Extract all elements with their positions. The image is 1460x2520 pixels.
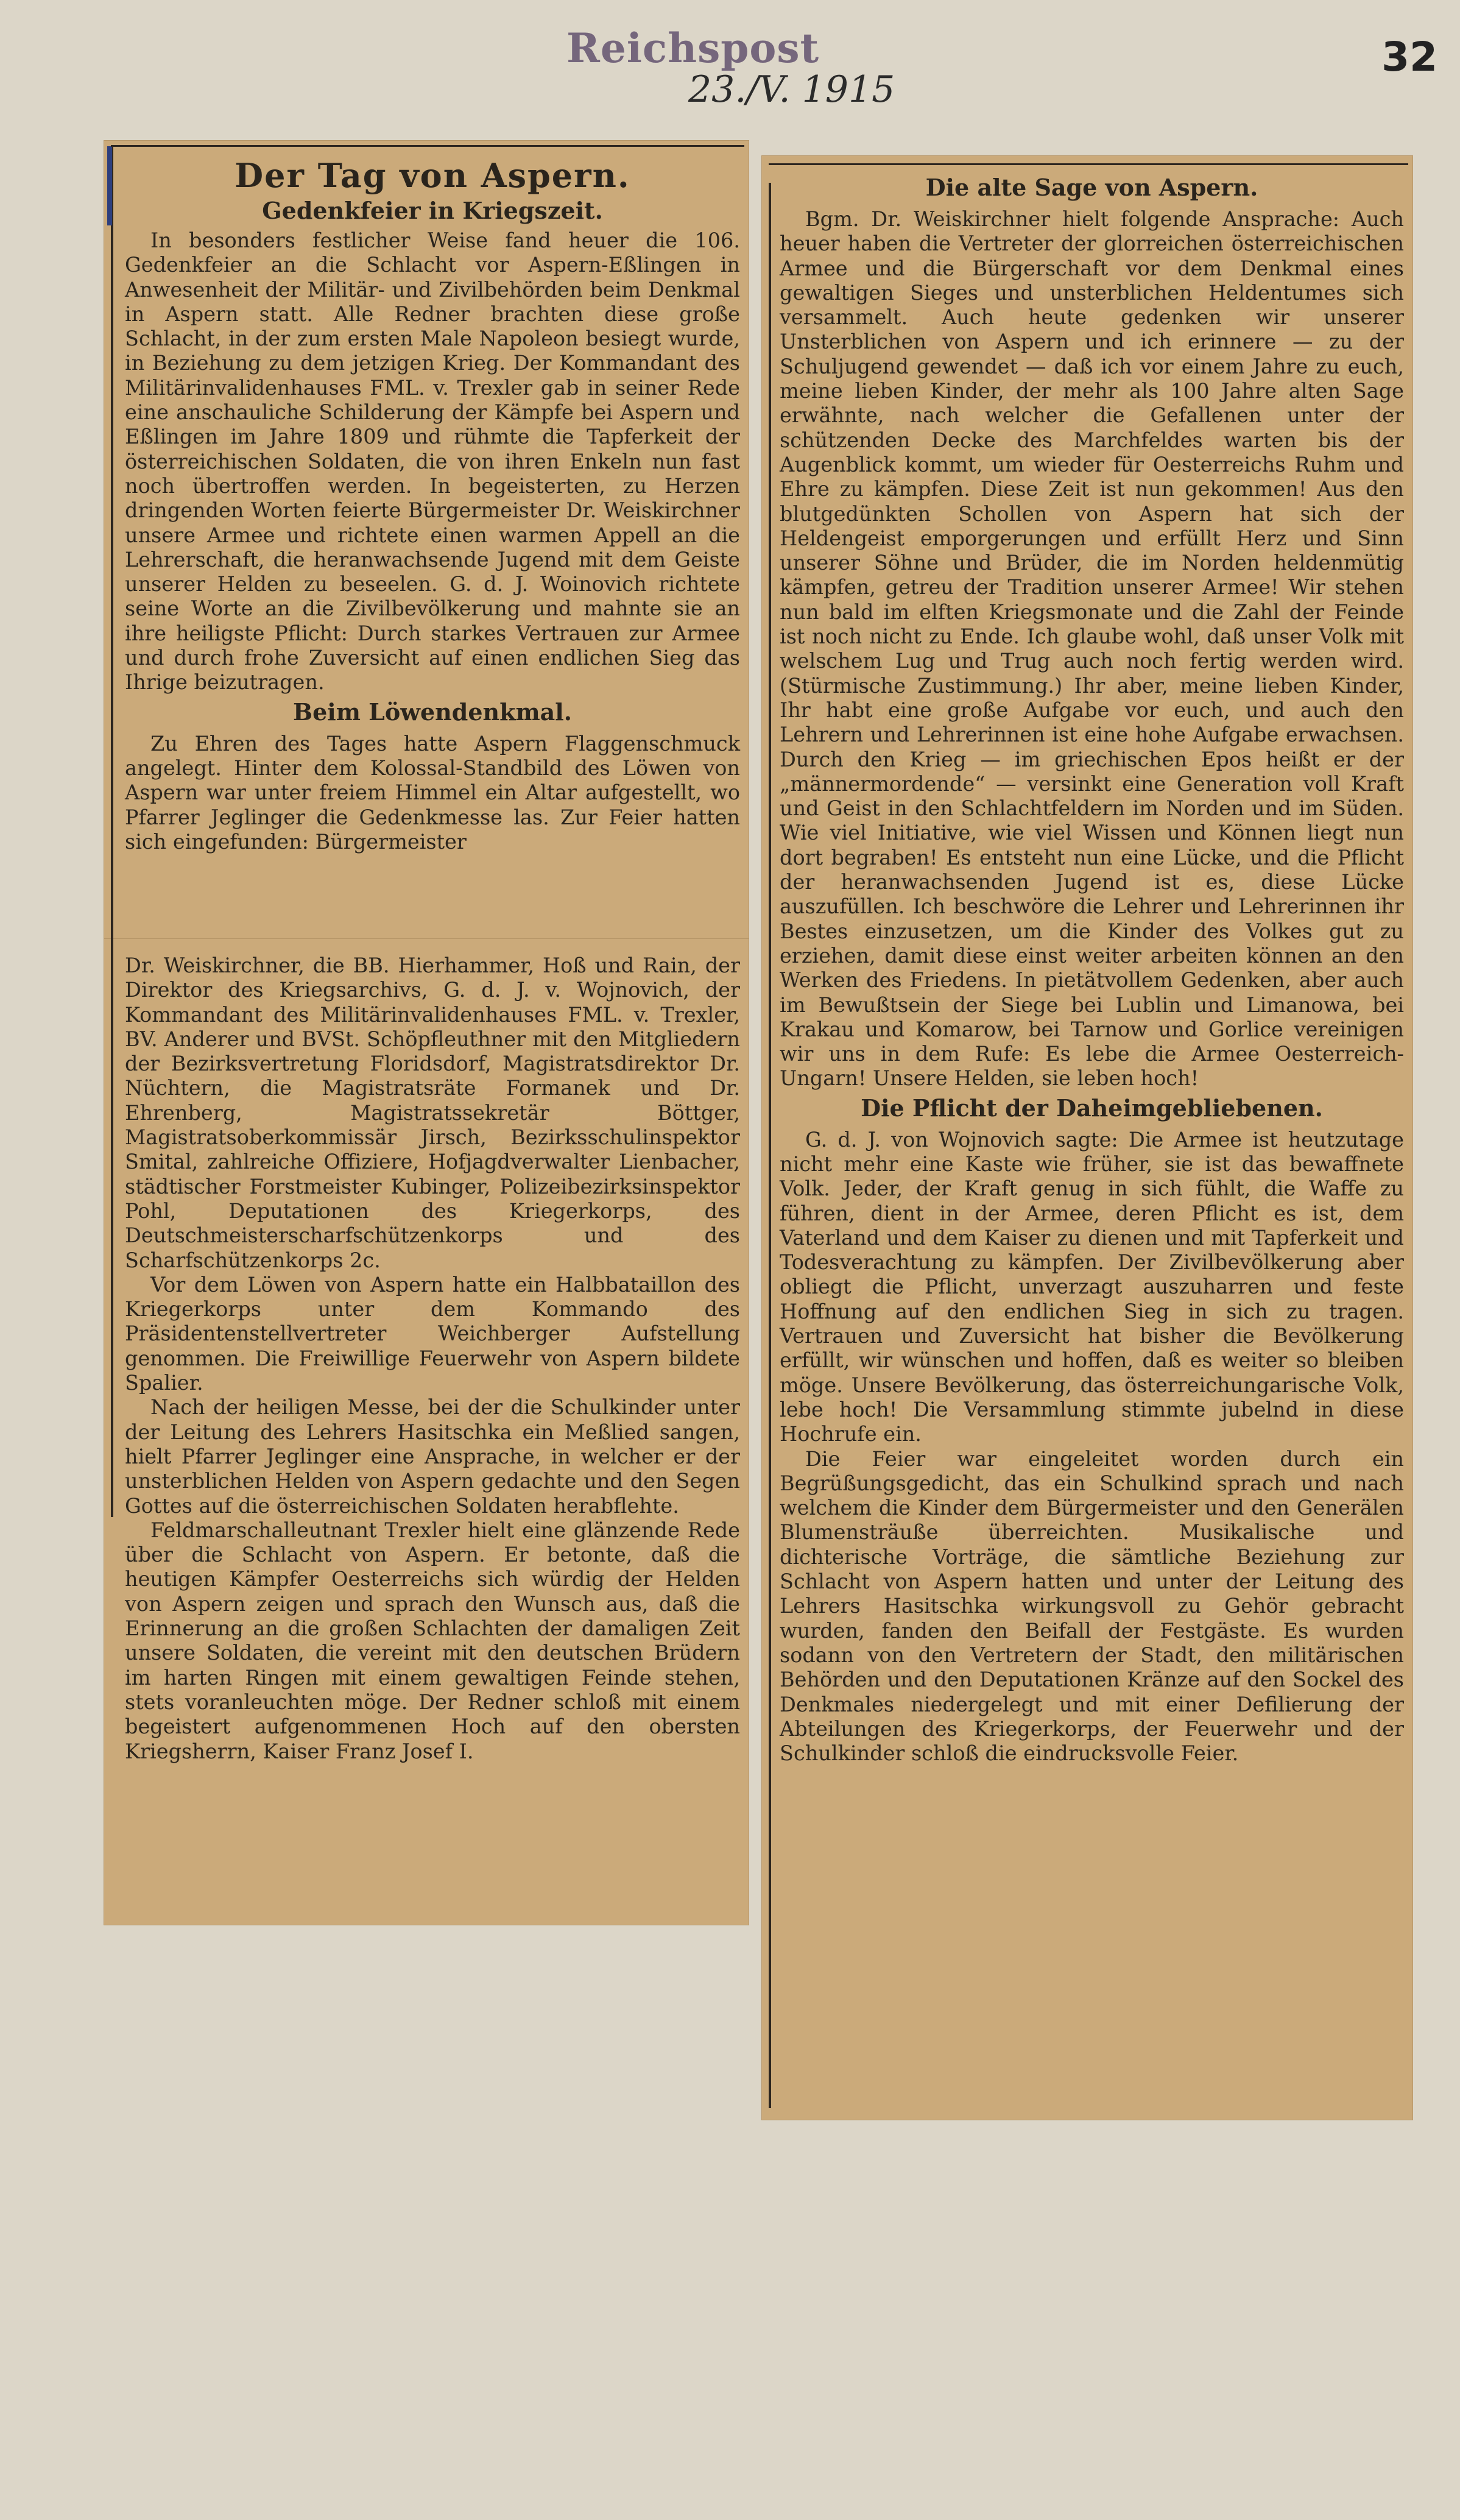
paragraph: Bgm. Dr. Weiskirchner hielt folgende Ansprache: Auch heuer haben die Vertreter der glorreichen österreichischen Armee und die Bürgerschaft vor dem Denkmal eines gewaltigen Sieges und unsterblichen Heldentumes sich versammelt. Auch heute gedenken wir unserer Unsterblichen von Aspern und ich erinnere — zu der Schuljugend gewendet — daß ich vor einem Jahre zu euch, meine lieben Kinder, der mehr als 100 Jahre alten Sage erwähnte, nach welcher die Gefallenen unter der schützenden Decke des Marchfeldes warten bis der Augenblick kommt, um wieder für Oesterreichs Ruhm und Ehre zu kämpfen. Diese Zeit ist nun gekommen! Aus den blutgedünkten Schollen von Aspern hat sich der Heldengeist emporgerungen und erfüllt Herz und Sinn unserer Söhne und Brüder, die im Norden heldenmütig kämpfen, getreu der Tradition unserer Armee! Wir stehen nun bald im elften Kriegsmonate und die Zahl der Feinde ist noch nicht zu Ende. Ich glaube wohl, daß unser Volk mit welschem Lug und Trug auch noch fertig werden wird. (Stürmische Zustimmung.) Ihr aber, meine lieben Kinder, Ihr habt eine große Aufgabe vor euch, und auch den Lehrern und Lehrerinnen ist eine hohe Aufgabe erwachsen. Durch den Krieg — im griechischen Epos heißt er der „männermordende“ — versinkt eine Generation voll Kraft und Geist in den Schlachtfeldern im Norden und im Süden. Wie viel Initiative, wie viel Wissen und Können liegt nun dort begraben! Es entsteht nun eine Lücke, und die Pflicht der heranwachsenden Jugend ist es, diese Lücke auszufüllen. Ich beschwöre die Lehrer und Lehrerinnen ihr Bestes einzusetzen, um die Kinder des Volkes gut zu erziehen, damit diese einst weiter arbeiten können an den Werken des Friedens. In pietätvollem Gedenken, aber auch im Bewußtsein der Siege bei Lublin und Limanowa, bei Krakau und Komarow, bei Tarnow und Gorlice vereinigen wir uns in dem Rufe: Es lebe die Armee Oesterreich-Ungarn! Unsere Helden, sie leben hoch! bbox=[780, 207, 1404, 1091]
column-rule-left bbox=[111, 146, 113, 1517]
paragraph: Dr. Weiskirchner, die BB. Hierhammer, Hoß und Rain, der Direktor des Kriegsarchivs, G. d. J. v. Wojnovich, der Kommandant des Militärinvalidenhauses FML. v. Trexler, BV. Anderer und BVSt. Schöpfleuthner mit den Mitgliedern der Bezirksvertretung Floridsdorf, Magistratsdirektor Dr. Nüchtern, die Magistratsräte Formanek und Dr. Ehrenberg, Magistratssekretär Böttger, Magistratsoberkommissär Jirsch, Bezirksschulinspektor Smital, zahlreiche Offiziere, Hofjagdverwalter Lienbacher, städtischer Forstmeister Kubinger, Polizeibezirksinspektor Pohl, Deputationen des Kriegerkorps, des Deutschmeisterscharfschützenkorps und des Scharfschützenkorps 2c. bbox=[125, 954, 740, 1272]
section-heading: Beim Löwendenkmal. bbox=[293, 698, 572, 726]
column-rule-right-lower bbox=[769, 1347, 771, 2108]
handwritten-date: 23./V. 1915 bbox=[688, 68, 895, 111]
rule-right-top bbox=[769, 163, 1408, 165]
paragraph: Feldmarschalleutnant Trexler hielt eine glänzende Rede über die Schlacht von Aspern. Er betonte, daß die heutigen Kämpfer Oesterreichs sich würdig der Helden von Aspern zeigen und sprach den Wunsch aus, daß die Erinnerung an die großen Schlachten der damaligen Zeit unsere Soldaten, die vereint mit den deutschen Brüdern im harten Ringen mit einem gewaltigen Feinde stehen, stets voranleuchten möge. Der Redner schloß mit einem begeistert aufgenommenen Hoch auf den obersten Kriegsherrn, Kaiser Franz Josef I. bbox=[125, 1518, 740, 1763]
section-heading: Die Pflicht der Daheimgebliebenen. bbox=[861, 1094, 1323, 1122]
paragraph: In besonders festlicher Weise fand heuer die 106. Gedenkfeier an die Schlacht vor Aspern-Eßlingen in Anwesenheit der Militär- und Zivilbehörden beim Denkmal in Aspern statt. Alle Redner brachten diese große Schlacht, in der zum ersten Male Napoleon besiegt wurde, in Beziehung zu dem jetzigen Krieg. Der Kommandant des Militärinvalidenhauses FML. v. Trexler gab in seiner Rede eine anschauliche Schilderung der Kämpfe bei Aspern und Eßlingen im Jahre 1809 und rühmte die Tapferkeit der österreichischen Soldaten, die von ihren Enkeln nun fast noch übertroffen werden. In begeisterten, zu Herzen dringenden Worten feierte Bürgermeister Dr. Weiskirchner unsere Armee und richtete einen warmen Appell an die Lehrerschaft, die heranwachsende Jugend mit dem Geiste unserer Helden zu beseelen. G. d. J. Woinovich richtete seine Worte an die Zivilbevölkerung und mahnte sie an ihre heiligste Pflicht: Durch starkes Vertrauen zur Armee und durch frohe Zuversicht auf einen endlichen Sieg das Ihrige beizutragen. bbox=[125, 228, 740, 695]
newspaper-stamp: Reichspost bbox=[566, 24, 820, 72]
pencil-mark bbox=[107, 146, 112, 225]
paragraph: Zu Ehren des Tages hatte Aspern Flaggenschmuck angelegt. Hinter dem Kolossal-Standbild des Löwen von Aspern war unter freiem Himmel ein Altar aufgestellt, wo Pfarrer Jeglinger die Gedenkmesse las. Zur Feier hatten sich eingefunden: Bürgermeister bbox=[125, 731, 740, 854]
paragraph: Vor dem Löwen von Aspern hatte ein Halbbataillon des Kriegerkorps unter dem Kommando des Präsidentenstellvertreter Weichberger Aufstellung genommen. Die Freiwillige Feuerwehr von Aspern bildete Spalier. bbox=[125, 1272, 740, 1395]
article-left-column-top bbox=[125, 155, 740, 854]
paragraph: G. d. J. von Wojnovich sagte: Die Armee ist heutzutage nicht mehr eine Kaste wie früher, sie ist das bewaffnete Volk. Jeder, der Kraft genug in sich fühlt, die Waffe zu führen, dient in der Armee, deren Pflicht es ist, dem Vaterland und dem Kaiser zu dienen und mit Tapferkeit und Todesverachtung zu kämpfen. Der Zivilbevölkerung aber obliegt die Pflicht, unverzagt auszuharren und feste Hoffnung auf den endlichen Sieg in sich zu tragen. Vertrauen und Zuversicht hat bisher die Bevölkerung erfüllt, wir wünschen und hoffen, daß es weiter so bleiben möge. Unsere Bevölkerung, das österreichungarische Volk, lebe hoch! Die Versammlung stimmte jubelnd in diese Hochrufe ein. bbox=[780, 1127, 1404, 1446]
section-heading: Die alte Sage von Aspern. bbox=[925, 174, 1258, 201]
article-right-column bbox=[780, 171, 1404, 1766]
page-number: 32 bbox=[1381, 34, 1437, 80]
article-title: Der Tag von Aspern. bbox=[235, 156, 630, 195]
paragraph: Die Feier war eingeleitet worden durch ein Begrüßungsgedicht, das ein Schulkind sprach und nach welchem die Kinder dem Bürgermeister und den Generälen Blumensträuße überreichten. Musikalische und dichterische Vorträge, die sämtliche Beziehung zur Schlacht von Aspern hatten und unter der Leitung des Lehrers Hasitschka wirkungsvoll zu Gehör gebracht wurden, fanden den Beifall der Festgäste. Es wurden sodann von den Vertretern der Stadt, den militärischen Behörden und den Deputationen Kränze auf den Sockel des Denkmales niedergelegt und mit einer Defilierung der Abteilungen des Kriegerkorps, der Feuerwehr und der Schulkinder schloß die eindrucksvolle Feier. bbox=[780, 1446, 1404, 1766]
column-rule-right bbox=[769, 183, 771, 1347]
paragraph: Nach der heiligen Messe, bei der die Schulkinder unter der Leitung des Lehrers Hasitschka ein Meßlied sangen, hielt Pfarrer Jeglinger eine Ansprache, in welcher er der unsterblichen Helden von Aspern gedachte und den Segen Gottes auf die österreichischen Soldaten herabflehte. bbox=[125, 1395, 740, 1518]
article-left-column-bottom bbox=[125, 954, 740, 1764]
article-subtitle: Gedenkfeier in Kriegszeit. bbox=[262, 197, 603, 224]
rule-left-top bbox=[111, 145, 744, 147]
